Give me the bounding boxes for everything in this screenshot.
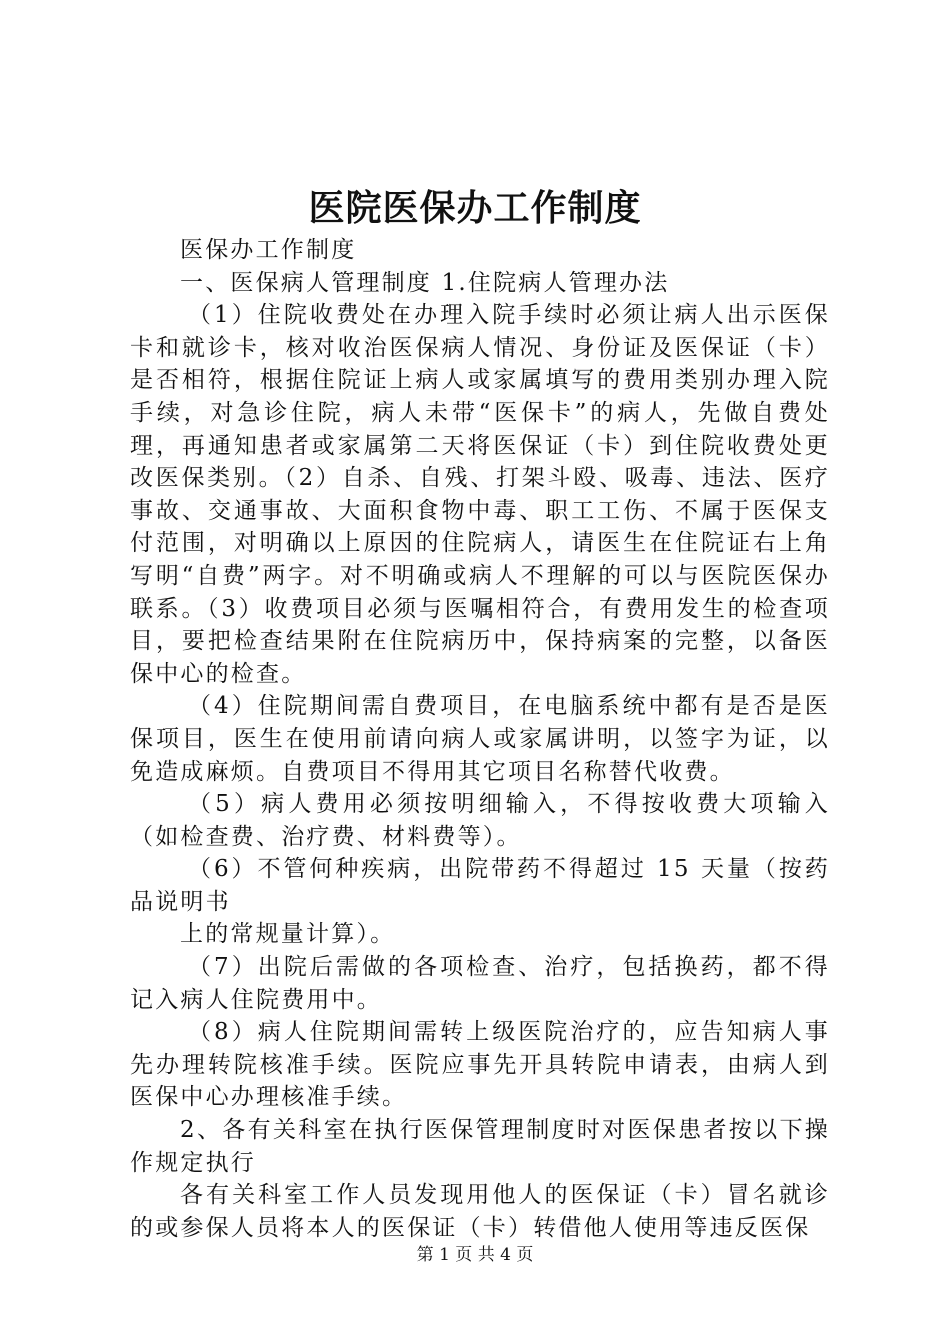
paragraph-item-5: （5）病人费用必须按明细输入，不得按收费大项输入（如检查费、治疗费、材料费等）。 bbox=[130, 791, 830, 850]
document-body bbox=[130, 234, 830, 1244]
page-footer: 第 1 页 共 4 页 bbox=[416, 1245, 534, 1265]
paragraph-item-6-continued: 上的常规量计算）。 bbox=[180, 921, 396, 948]
paragraph-section-2-body: 各有关科室工作人员发现用他人的医保证（卡）冒名就诊的或参保人员将本人的医保证（卡）转借他人使用等违反医保 bbox=[130, 1182, 830, 1241]
paragraph-item-8: （8）病人住院期间需转上级医院治疗的，应告知病人事先办理转院核准手续。医院应事先开具转院申请表，由病人到医保中心办理核准手续。 bbox=[130, 1019, 830, 1111]
paragraph-section-heading: 一、医保病人管理制度 1.住院病人管理办法 bbox=[180, 269, 670, 296]
paragraph-item-6: （6）不管何种疾病，出院带药不得超过 15 天量（按药品说明书 bbox=[130, 856, 831, 915]
paragraph-items-1-3: （1）住院收费处在办理入院手续时必须让病人出示医保卡和就诊卡，核对收治医保病人情况、身份证及医保证（卡）是否相符，根据住院证上病人或家属填写的费用类别办理入院手续，对急诊住院，病人未带“医保卡”的病人，先做自费处理，再通知患者或家属第二天将医保证（卡）到住院收费处更改医保类别。（2）自杀、自残、打架斗殴、吸毒、违法、医疗事故、交通事故、大面积食物中毒、职工工伤、不属于医保支付范围，对明确以上原因的住院病人，请医生在住院证右上角写明“自费”两字。对不明确或病人不理解的可以与医院医保办联系。（3）收费项目必须与医嘱相符合，有费用发生的检查项目，要把检查结果附在住院病历中，保持病案的完整，以备医保中心的检查。 bbox=[130, 302, 830, 687]
document-title: 医院医保办工作制度 bbox=[308, 187, 642, 229]
paragraph-item-4: （4）住院期间需自费项目，在电脑系统中都有是否是医保项目，医生在使用前请向病人或家属讲明，以签字为证，以免造成麻烦。自费项目不得用其它项目名称替代收费。 bbox=[130, 693, 830, 785]
paragraph-subtitle: 医保办工作制度 bbox=[180, 237, 357, 263]
paragraph-item-7: （7）出院后需做的各项检查、治疗，包括换药，都不得记入病人住院费用中。 bbox=[130, 954, 830, 1013]
paragraph-section-2: 2、各有关科室在执行医保管理制度时对医保患者按以下操作规定执行 bbox=[130, 1117, 830, 1176]
